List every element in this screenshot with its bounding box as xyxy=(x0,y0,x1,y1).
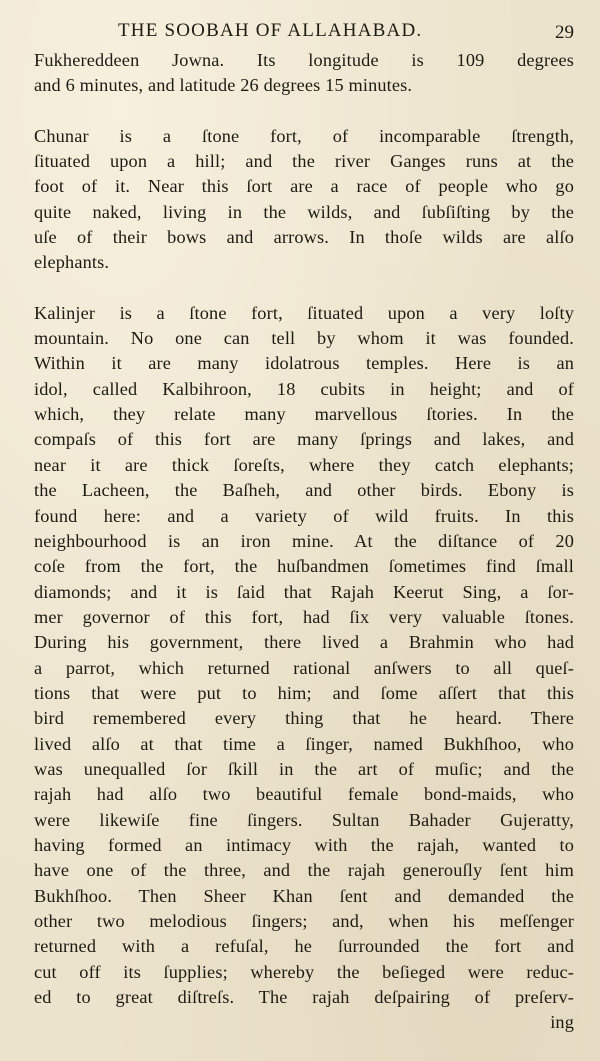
text-line: During his government, there lived a Brahmin who had xyxy=(34,632,574,653)
text-line: rajah had alſo two beautiful female bond-maids, who xyxy=(34,784,574,805)
text-line: Bukhſhoo. Then Sheer Khan ſent and demanded the xyxy=(34,885,574,906)
text-line: Fukhereddeen Jowna. Its longitude is 109 degrees xyxy=(34,50,574,70)
text-line: a parrot, which returned rational anſwers to all queſ- xyxy=(34,657,574,678)
text-line: mer governor of this fort, had ſix very valuable ſtones. xyxy=(34,606,574,627)
text-line: and 6 minutes, and latitude 26 degrees 15 minutes. xyxy=(34,75,413,96)
text-line: neighbourhood is an iron mine. At the diſtance of 20 xyxy=(34,530,574,551)
text-line: idol, called Kalbihroon, 18 cubits in height; and of xyxy=(34,378,574,399)
book-page xyxy=(34,20,574,1036)
text-line: compaſs of this fort are many ſprings and lakes, and xyxy=(34,429,574,450)
text-line: having formed an intimacy with the rajah, wanted to xyxy=(34,834,574,855)
paragraph-chunar xyxy=(34,124,574,276)
page-number: 29 xyxy=(555,22,574,43)
text-line: Within it are many idolatrous temples. Here is an xyxy=(34,353,574,374)
running-head xyxy=(34,20,574,48)
paragraph-longitude xyxy=(34,48,574,99)
text-line: quite naked, living in the wilds, and ſubſiſting by the xyxy=(34,201,574,222)
text-line: lived alſo at that time a ſinger, named Bukhſhoo, who xyxy=(34,733,574,754)
text-line: other two melodious ſingers; and, when his meſſenger xyxy=(34,911,574,931)
catchword: ing xyxy=(550,1012,574,1033)
text-line: was unequalled ſor ſkill in the art of muſic; and the xyxy=(34,758,574,779)
text-line: cut off its ſupplies; whereby the beſieged were reduc- xyxy=(34,961,574,982)
text-line: have one of the three, and the rajah generouſly ſent him xyxy=(34,860,574,881)
text-line: elephants. xyxy=(34,252,110,273)
text-line: Chunar is a ſtone fort, of incomparable ſtrength, xyxy=(34,125,574,146)
text-line: were likewiſe fine ſingers. Sultan Bahader Gujeratty, xyxy=(34,809,574,830)
text-line: coſe from the fort, the huſbandmen ſometimes find ſmall xyxy=(34,556,574,577)
text-line: returned with a refuſal, he ſurrounded the fort and xyxy=(34,936,574,957)
text-line: bird remembered every thing that he heard. There xyxy=(34,708,574,729)
text-line: uſe of their bows and arrows. In thoſe wilds are alſo xyxy=(34,227,574,248)
text-line: tions that were put to him; and ſome aſſert that this xyxy=(34,682,574,703)
text-line: found here: and a variety of wild fruits. In this xyxy=(34,505,574,526)
text-line: foot of it. Near this ſort are a race of people who go xyxy=(34,176,574,197)
paragraph-kalinjer xyxy=(34,301,574,1036)
text-line: ed to great diſtreſs. The rajah deſpairing of preſerv- xyxy=(34,987,574,1008)
text-line: ſituated upon a hill; and the river Ganges runs at the xyxy=(34,151,574,172)
text-line: Kalinjer is a ſtone fort, ſituated upon a very loſty xyxy=(34,302,574,323)
text-line: the Lacheen, the Baſheh, and other birds. Ebony is xyxy=(34,480,574,501)
text-line: near it are thick ſoreſts, where they catch elephants; xyxy=(34,454,574,475)
text-line: diamonds; and it is ſaid that Rajah Keerut Sing, a ſor- xyxy=(34,581,574,602)
text-line: mountain. No one can tell by whom it was founded. xyxy=(34,328,574,349)
running-title: THE SOOBAH OF ALLAHABAD. xyxy=(118,20,423,41)
text-line: which, they relate many marvellous ſtories. In the xyxy=(34,404,574,425)
